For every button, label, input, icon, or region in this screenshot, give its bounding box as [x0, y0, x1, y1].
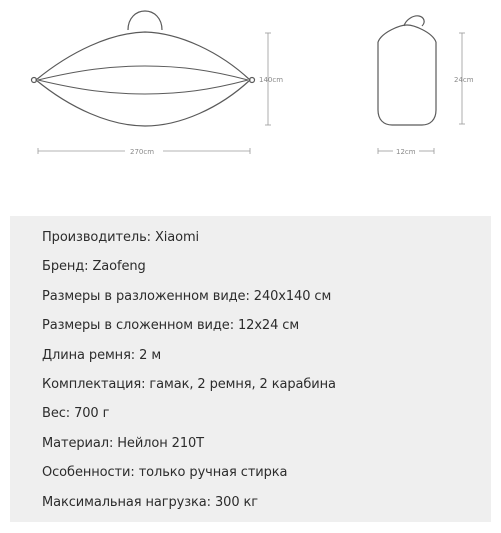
bag-width-label: 12cm — [396, 148, 416, 156]
spec-strap-length: Длина ремня: 2 м — [42, 347, 162, 363]
spec-value: 2 м — [139, 347, 162, 363]
hammock-seam-top — [38, 66, 248, 80]
spec-weight: Вес: 700 г — [42, 406, 110, 422]
hammock-drawing — [32, 11, 255, 126]
spec-label: Материал — [42, 435, 109, 451]
spec-label: Вес — [42, 406, 66, 422]
hammock-width-label: 140cm — [259, 76, 284, 84]
hammock-body-outline — [36, 32, 250, 126]
spec-value: только ручная стирка — [138, 465, 288, 481]
spec-manufacturer: Производитель: Xiaomi — [42, 230, 200, 245]
hammock-seam-bottom — [38, 80, 248, 94]
spec-material: Материал: Нейлон 210T — [42, 435, 205, 451]
spec-value: 240x140 см — [253, 288, 332, 304]
spec-features: Особенности: только ручная стирка — [42, 465, 288, 481]
spec-label: Бренд — [42, 259, 85, 275]
hammock-length-label: 270cm — [130, 148, 155, 156]
spec-value: гамак, 2 ремня, 2 карабина — [149, 376, 336, 392]
spec-brand: Бренд: Zaofeng — [42, 259, 146, 275]
spec-package-contents: Комплектация: гамак, 2 ремня, 2 карабина — [42, 376, 336, 392]
storage-bag-drawing — [378, 16, 436, 125]
spec-list — [42, 223, 336, 517]
spec-value: Zaofeng — [92, 259, 146, 275]
hammock-hanging-loop — [128, 11, 162, 30]
specifications-panel — [10, 216, 491, 522]
spec-label: Размеры в разложенном виде — [42, 288, 246, 304]
spec-max-load: Максимальная нагрузка: 300 кг — [42, 494, 259, 510]
spec-label: Производитель — [42, 230, 147, 245]
spec-value: 12x24 см — [238, 318, 300, 334]
bag-top — [378, 25, 436, 42]
spec-unfolded-size: Размеры в разложенном виде: 240x140 см — [42, 288, 332, 304]
bag-body — [378, 42, 436, 125]
bag-height-label: 24cm — [454, 76, 474, 84]
spec-folded-size: Размеры в сложенном виде: 12x24 см — [42, 318, 300, 334]
spec-label: Размеры в сложенном виде — [42, 318, 230, 334]
spec-label: Длина ремня — [42, 347, 131, 363]
spec-value: 300 кг — [214, 494, 259, 510]
dimension-diagrams — [0, 0, 501, 215]
spec-value: 700 г — [74, 406, 110, 422]
spec-label: Особенности — [42, 465, 131, 481]
diagram-svg — [0, 0, 501, 215]
spec-label: Максимальная нагрузка — [42, 494, 207, 510]
spec-value: Xiaomi — [154, 230, 200, 245]
spec-value: Нейлон 210T — [117, 435, 205, 451]
spec-label: Комплектация — [42, 376, 142, 392]
